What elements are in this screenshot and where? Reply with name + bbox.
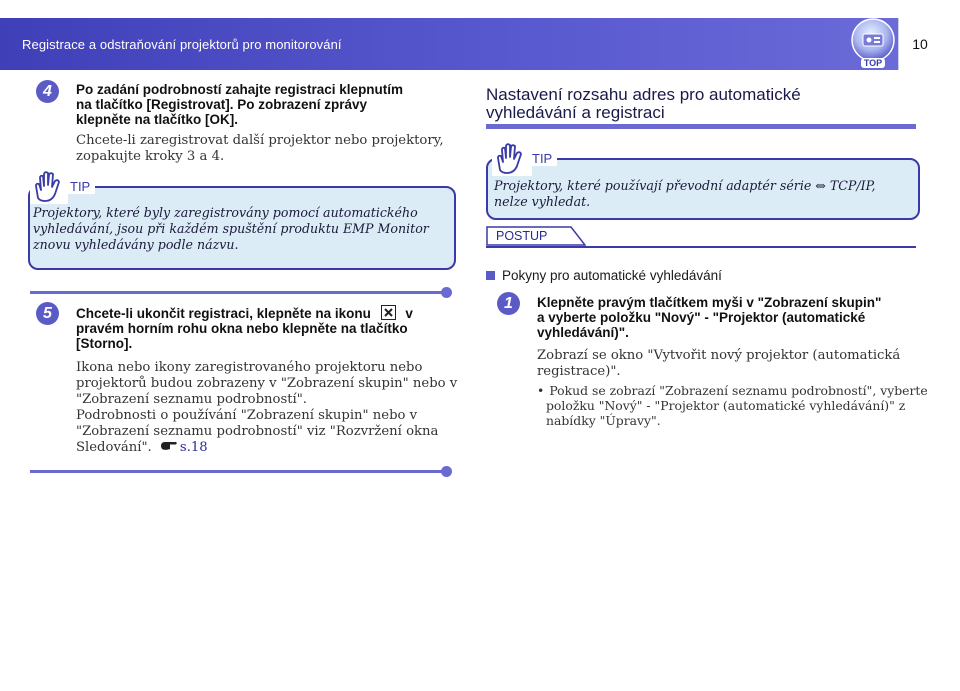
- step-4-body-line: Chcete-li zaregistrovat další projektor nebo projektory,: [76, 133, 444, 148]
- step-1-body: [537, 348, 937, 380]
- tip-text-line: Projektory, které používají převodní adaptér série ⇔ TCP/IP,: [494, 178, 876, 193]
- step-5-body: [76, 360, 461, 456]
- step-5-last-line: Sledování".: [76, 440, 152, 455]
- tip-text: [33, 205, 448, 253]
- step-5-heading-line: pravém horním rohu okna nebo klepněte na tlačítko: [76, 321, 408, 336]
- step-1-heading: [537, 295, 937, 340]
- step-5-heading-text: v: [405, 306, 413, 321]
- page-header-title: Registrace a odstraňování projektorů pro monitorování: [22, 37, 342, 52]
- step-number-badge: 4: [36, 80, 59, 103]
- close-box-icon: [381, 305, 396, 320]
- hand-tip-icon: [494, 142, 528, 176]
- bullet-line: [537, 383, 937, 398]
- step-5-body-line: projektorů budou zobrazeny v "Zobrazení skupin" nebo v: [76, 376, 458, 391]
- step-1-heading-line: vyhledávání)".: [537, 325, 629, 340]
- page-number: 10: [912, 36, 928, 52]
- tip-text-line: Projektory, které byly zaregistrovány pomocí automatického: [33, 205, 418, 220]
- step-5-heading: [76, 305, 456, 351]
- section-title: [486, 86, 926, 122]
- step-5-body-line: "Zobrazení seznamu podrobností" viz "Rozvržení okna: [76, 424, 439, 439]
- step-1-body-line: Zobrazí se okno "Vytvořit nový projektor (automatická: [537, 348, 901, 363]
- divider-line: [30, 291, 447, 294]
- step-1-heading-line: a vyberte položku "Nový" - "Projektor (automatické: [537, 310, 866, 325]
- step-5-heading-line: [76, 305, 456, 321]
- step-1-bullet: [537, 383, 937, 428]
- step-4-body: [76, 133, 456, 165]
- step-4-heading-line: na tlačítko [Registrovat]. Po zobrazení zprávy: [76, 97, 368, 112]
- divider-dot: [441, 466, 452, 477]
- section-title-line: vyhledávání a registraci: [486, 103, 665, 122]
- step-1-heading-line: Klepněte pravým tlačítkem myši v "Zobrazení skupin": [537, 295, 882, 310]
- pointing-hand-icon: [160, 440, 178, 451]
- step-5-body-line: Ikona nebo ikony zaregistrovaného projektoru nebo: [76, 360, 423, 375]
- divider-line: [30, 470, 447, 473]
- step-number-badge: 5: [36, 302, 59, 325]
- page-link[interactable]: s.18: [179, 440, 208, 455]
- bullet-dot: •: [537, 383, 545, 398]
- step-4-heading-line: Po zadání podrobností zahajte registraci klepnutím: [76, 82, 404, 97]
- postup-label: POSTUP: [496, 229, 548, 243]
- postup-rule: [486, 246, 916, 248]
- tip-text-line: vyhledávání, jsou při každém spuštění produktu EMP Monitor: [33, 221, 429, 236]
- bullet-text: Pokud se zobrazí "Zobrazení seznamu podrobností", vyberte: [549, 383, 928, 398]
- tip-text: [494, 178, 912, 210]
- tip-label: TIP: [65, 179, 95, 194]
- top-button[interactable]: [848, 18, 898, 70]
- step-1-body-line: registrace)".: [537, 364, 621, 379]
- step-4-heading: [76, 82, 456, 127]
- postup-tab: [486, 226, 586, 246]
- step-5-heading-text: Chcete-li ukončit registraci, klepněte na ikonu: [76, 306, 371, 321]
- divider-dot: [441, 287, 452, 298]
- tip-label: TIP: [527, 151, 557, 166]
- section-title-line: Nastavení rozsahu adres pro automatické: [486, 85, 801, 104]
- square-bullet-icon: [486, 271, 495, 280]
- hand-tip-icon: [32, 170, 66, 204]
- bullet-line: položku "Nový" - "Projektor (automatické vyhledávání)" z: [546, 398, 906, 413]
- step-5-body-line: Podrobnosti o používání "Zobrazení skupin" nebo v: [76, 408, 418, 423]
- tip-text-line: znovu vyhledávány podle názvu.: [33, 237, 239, 252]
- step-4-heading-line: klepněte na tlačítko [OK].: [76, 112, 239, 127]
- section-title-rule: [486, 124, 916, 129]
- step-5-body-line: [76, 440, 461, 456]
- step-4-body-line: zopakujte kroky 3 a 4.: [76, 149, 225, 164]
- step-5-body-line: "Zobrazení seznamu podrobností".: [76, 392, 307, 407]
- top-button-label: TOP: [863, 58, 883, 68]
- tip-text-line: nelze vyhledat.: [494, 194, 591, 209]
- bullet-line: nabídky "Úpravy".: [546, 413, 661, 428]
- step-number-badge: 1: [497, 292, 520, 315]
- procedure-subheading: Pokyny pro automatické vyhledávání: [502, 268, 722, 283]
- step-5-heading-line: [Storno].: [76, 336, 133, 351]
